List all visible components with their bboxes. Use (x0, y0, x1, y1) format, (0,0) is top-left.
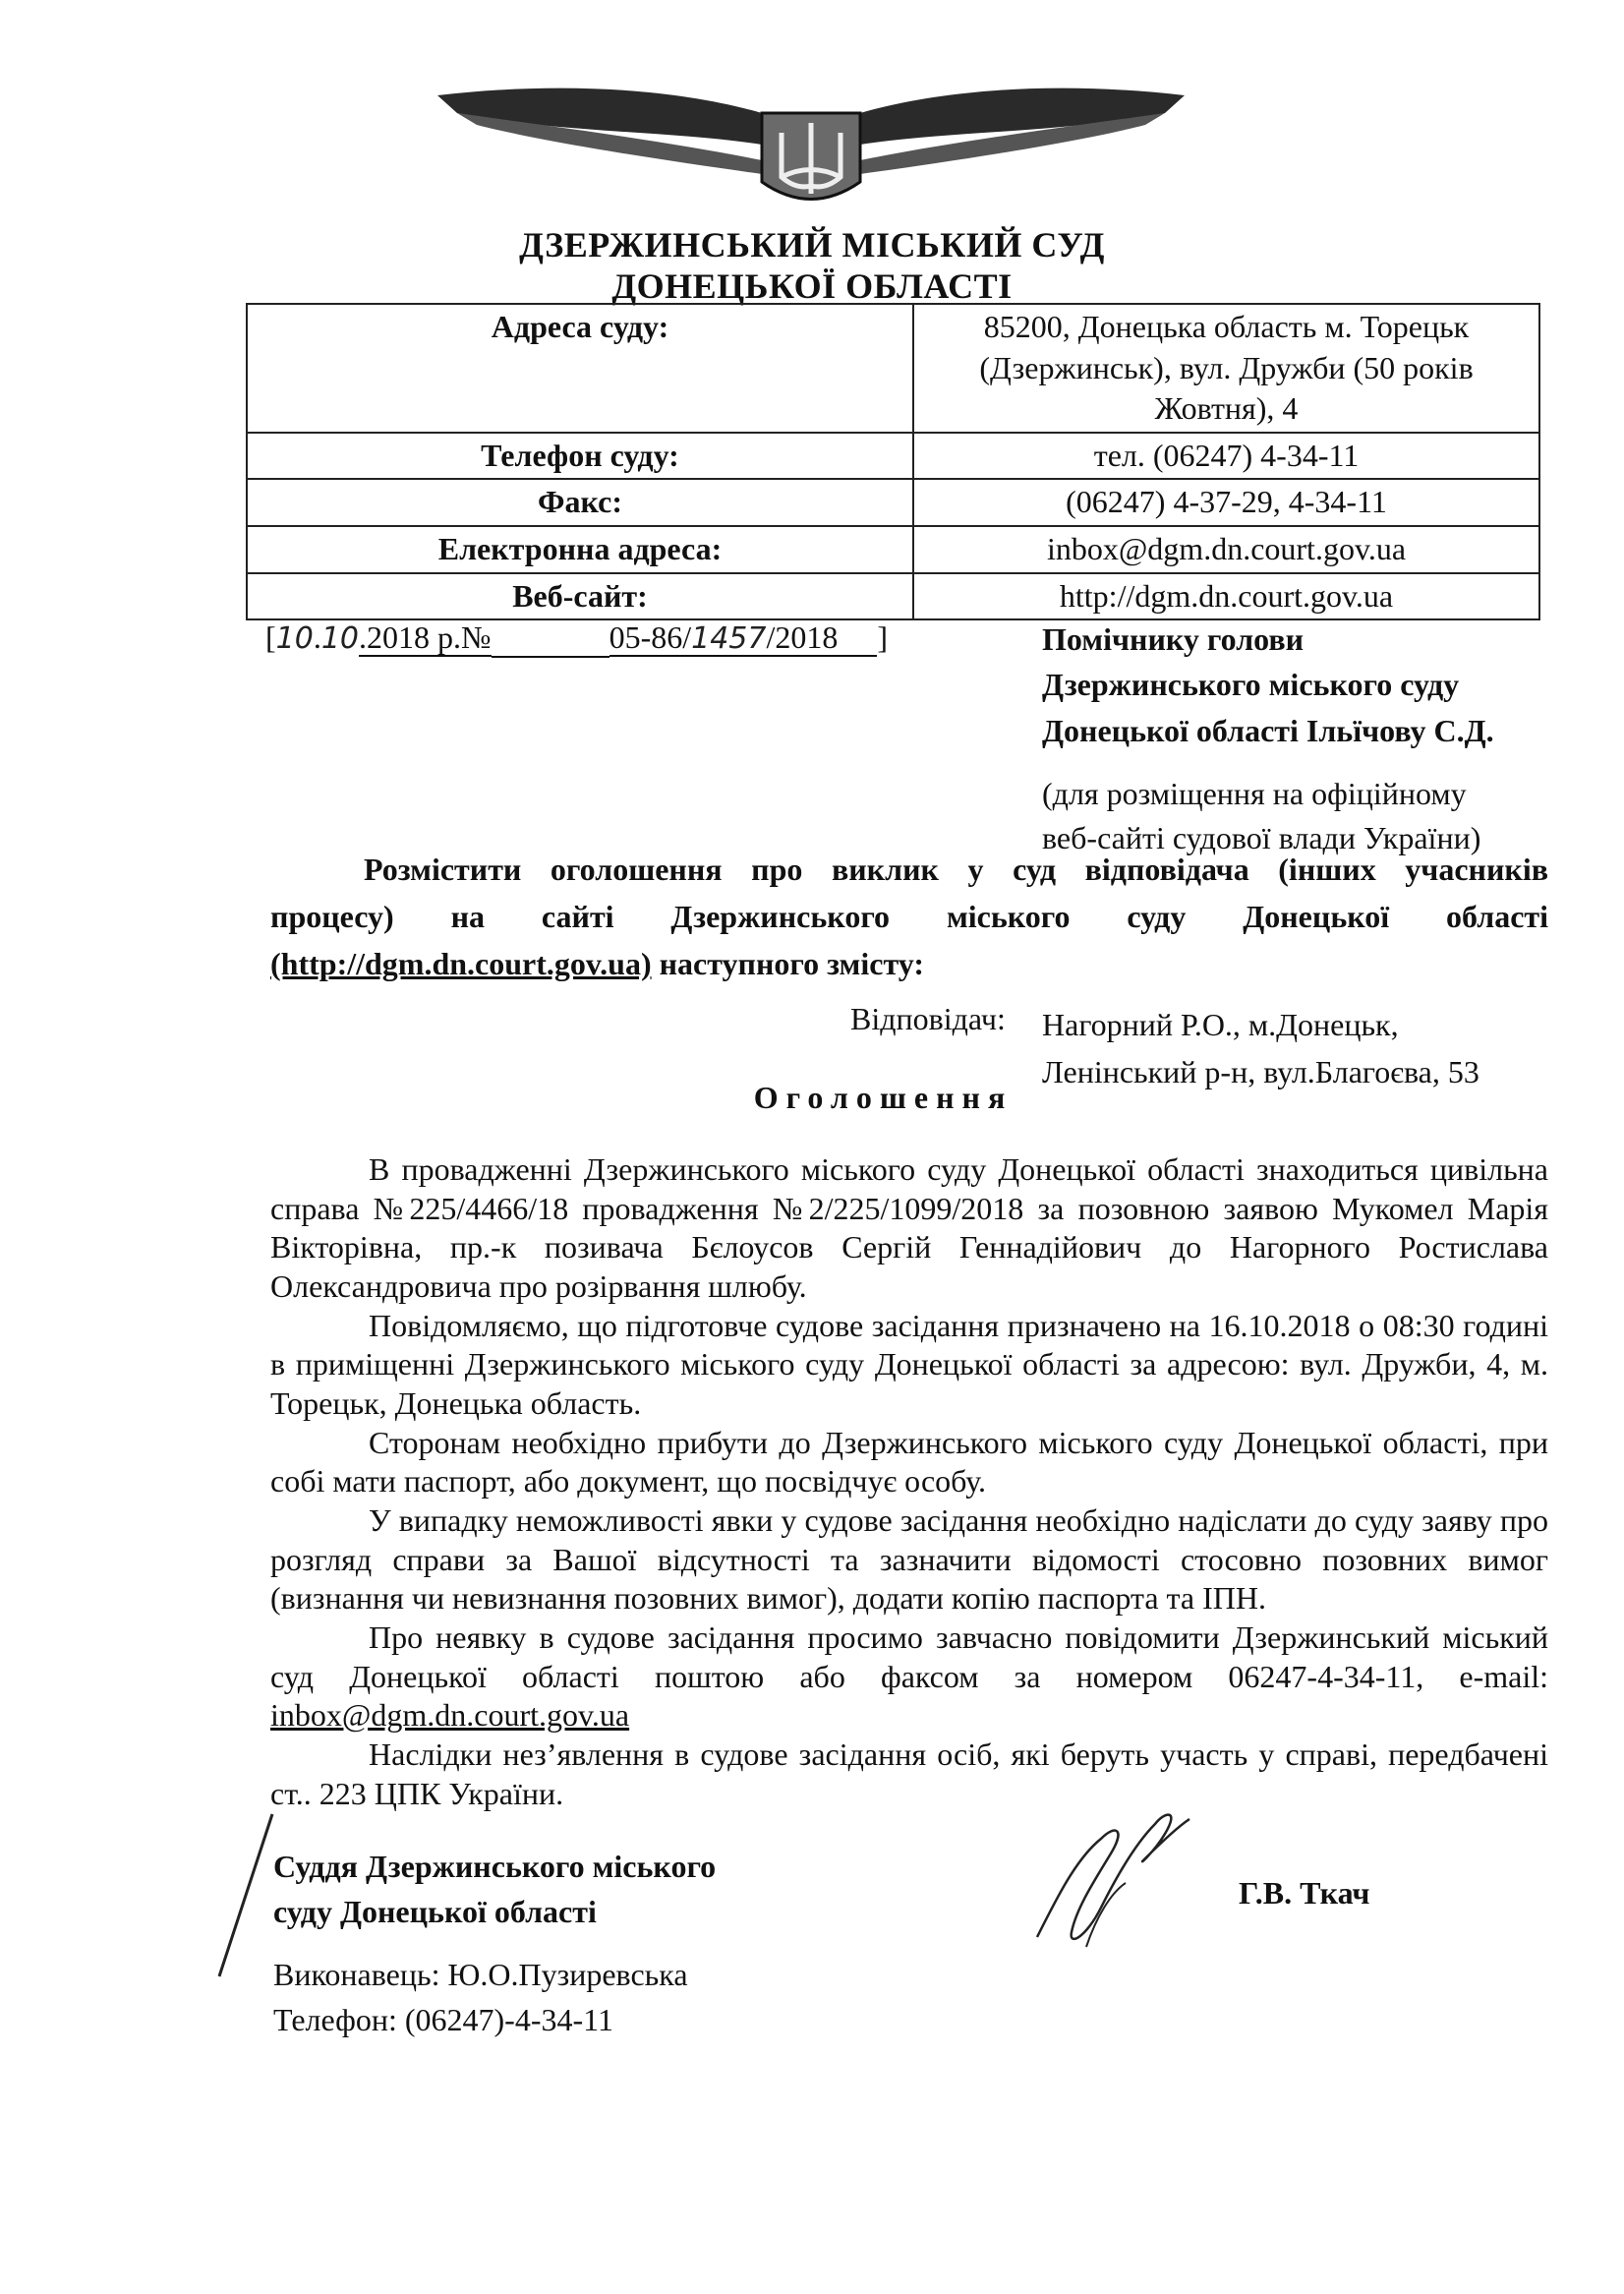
respondent-line2: Ленінський р-н, вул.Благоєва, 53 (1042, 1054, 1479, 1089)
addressee-line3: Донецької області Ільїчову С.Д. (1042, 712, 1494, 748)
reference-number-prefix: 05-86/ (609, 619, 692, 655)
notice-body (270, 1150, 1548, 1813)
reference-year: .2018 р.№ (359, 619, 492, 655)
reference-line (265, 619, 888, 658)
addressee-block (1042, 617, 1494, 753)
reference-blank (492, 619, 609, 658)
respondent-label: Відповідач: (850, 1001, 1006, 1036)
signer-title-line1: Суддя Дзержинського міського (273, 1849, 717, 1884)
executor-line1: Виконавець: Ю.О.Пузиревська (273, 1957, 688, 1992)
lead-line2: процесу) на сайті Дзержинського міського суду Донецької області (270, 899, 1548, 934)
court-info-table (246, 303, 1540, 620)
table-row (247, 479, 1539, 526)
respondent-line1: Нагорний Р.О., м.Донецьк, (1042, 1007, 1399, 1042)
court-name-line2: ДОНЕЦЬКОЇ ОБЛАСТІ (611, 266, 1013, 306)
paragraph-consequences: Наслідки нез’явлення в судове засідання осіб, які беруть участь у справі, передбачені ст.. 223 ЦПК України. (270, 1736, 1548, 1811)
table-row (247, 433, 1539, 480)
reference-number-suffix: /2018 (766, 619, 839, 655)
paragraph-parties: Сторонам необхідно прибути до Дзержинського міського суду Донецької області, при собі мати паспорт, або документ, що посвідчує особу. (270, 1424, 1548, 1500)
margin-slash-mark (211, 1809, 280, 1981)
purpose-line2: веб-сайті судової влади України) (1042, 819, 1481, 855)
address-label: Адреса суду: (247, 304, 913, 433)
paragraph-hearing: Повідомляємо, що підготовче судове засідання призначено на 16.10.2018 о 08:30 годині в приміщенні Дзержинського міського суду Донецької області за адресою: вул. Дружби, 4, м. Торецьк, Донецька область. (270, 1307, 1548, 1422)
signer-title (273, 1844, 716, 1935)
email-value: inbox@dgm.dn.court.gov.ua (913, 526, 1539, 573)
paragraph-notify-text: Про неявку в судове засідання просимо завчасно повідомити Дзержинський міський суд Донецької області поштою або факсом за номером 06247-4-34-11, e-mail: (270, 1619, 1548, 1694)
lead-paragraph (270, 846, 1548, 987)
table-row (247, 526, 1539, 573)
reference-day: 10 (275, 621, 314, 656)
addressee-line2: Дзержинського міського суду (1042, 667, 1460, 703)
phone-value: тел. (06247) 4-34-11 (913, 433, 1539, 480)
executor-block (273, 1952, 688, 2043)
executor-line2: Телефон: (06247)-4-34-11 (273, 2002, 613, 2038)
table-row (247, 304, 1539, 433)
website-value: http://dgm.dn.court.gov.ua (913, 573, 1539, 620)
reference-bracket-open: [ (265, 619, 276, 655)
reference-month: 10 (320, 621, 360, 656)
lead-line1: Розмістити оголошення про виклик у суд відповідача (інших учасників (364, 852, 1548, 887)
fax-label: Факс: (247, 479, 913, 526)
paragraph-case: В провадженні Дзержинського міського суду Донецької області знаходиться цивільна справа №225/4466/18 провадження №2/225/1099/2018 за позовною заявою Мукомел Марія Вікторівна, пр.-к позивача Бєлоусов Сергій Геннадійович до Нагорного Ростислава Олександровича про розірвання шлюбу. (270, 1151, 1548, 1305)
lead-link[interactable]: (http://dgm.dn.court.gov.ua) (270, 946, 652, 981)
notice-title: Оголошення (753, 1080, 1014, 1115)
website-label: Веб-сайт: (247, 573, 913, 620)
signer-name: Г.В. Ткач (1239, 1875, 1370, 1911)
purpose-line1: (для розміщення на офіційному (1042, 776, 1467, 811)
reference-number-hand: 1457 (691, 621, 767, 656)
reference-dot: . (313, 619, 321, 655)
coat-of-arms-emblem (437, 84, 1185, 211)
address-value: 85200, Донецька область м. Торецьк (Дзержинськ), вул. Дружби (50 років Жовтня), 4 (913, 304, 1539, 433)
email-link[interactable]: inbox@dgm.dn.court.gov.ua (270, 1697, 630, 1734)
reference-bracket-close: ] (877, 619, 889, 655)
phone-label: Телефон суду: (247, 433, 913, 480)
court-name-line1: ДЗЕРЖИНСЬКИЙ МІСЬКИЙ СУД (519, 225, 1105, 265)
table-row (247, 573, 1539, 620)
email-label: Електронна адреса: (247, 526, 913, 573)
signer-title-line2: суду Донецької області (273, 1894, 597, 1930)
handwritten-signature (1017, 1799, 1204, 1957)
fax-value: (06247) 4-37-29, 4-34-11 (913, 479, 1539, 526)
lead-line3-rest: наступного змісту: (651, 946, 924, 981)
addressee-line1: Помічнику голови (1042, 621, 1305, 657)
paragraph-notify (270, 1618, 1548, 1735)
paragraph-absence: У випадку неможливості явки у судове засідання необхідно надіслати до суду заяву про розгляд справи за Вашої відсутності та зазначити відомості стосовно позовних вимог (визнання чи невизнання позовних вимог), додати копію паспорта та ІПН. (270, 1502, 1548, 1617)
